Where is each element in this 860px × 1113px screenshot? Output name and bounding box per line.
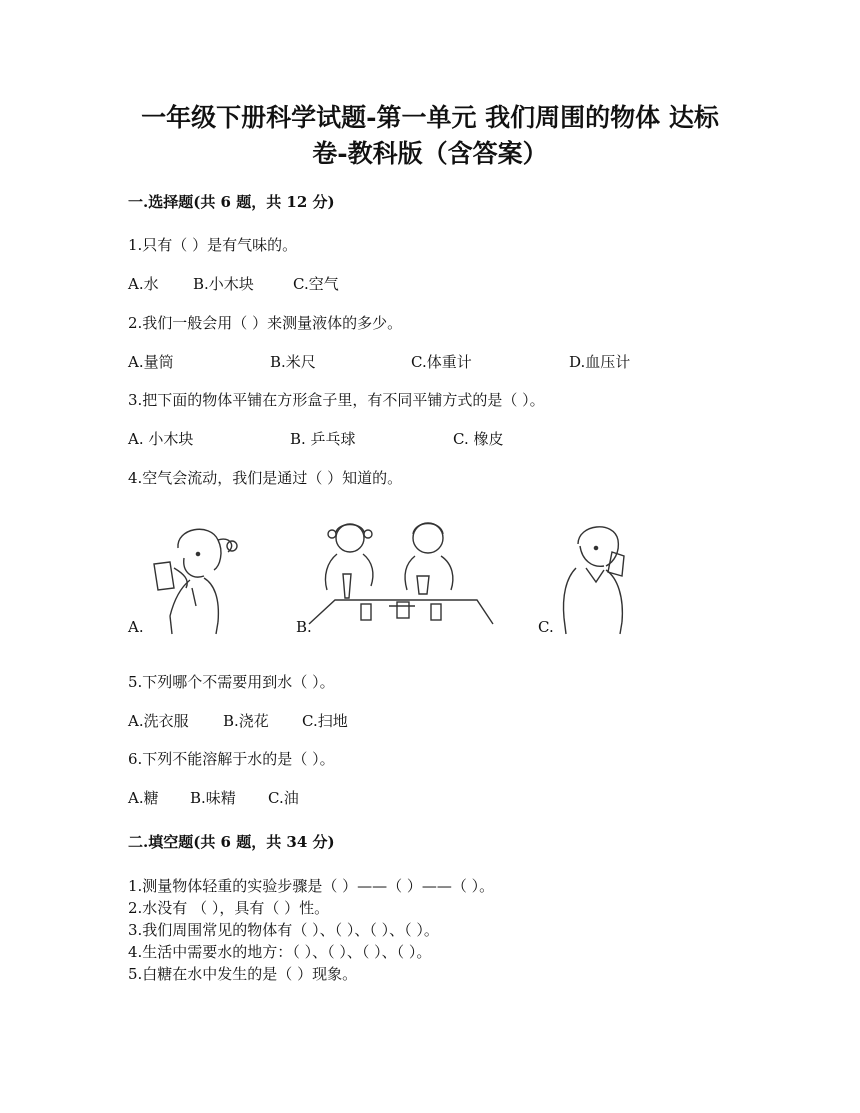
q2-option-b: B.米尺 — [270, 353, 316, 371]
q2-option-d: D.血压计 — [569, 353, 631, 371]
q4-option-b: B. — [296, 618, 312, 636]
question-3: 3.把下面的物体平铺在方形盒子里，有不同平铺方式的是（ ）。 — [128, 391, 545, 409]
q4-option-c: C. — [538, 618, 554, 636]
q3-option-a: A. 小木块 — [128, 430, 194, 448]
q1-option-b: B.小木块 — [193, 275, 254, 293]
question-6: 6.下列不能溶解于水的是（ ）。 — [128, 750, 335, 768]
q2-option-c: C.体重计 — [411, 353, 472, 371]
fill-item-1: 1.测量物体轻重的实验步骤是（ ）——（ ）——（ ）。 — [128, 877, 495, 895]
question-4: 4.空气会流动，我们是通过（ ）知道的。 — [128, 469, 403, 487]
girl-smelling-cup-illustration — [140, 518, 250, 636]
fill-item-4: 4.生活中需要水的地方：（ ）、（ ）、（ ）、（ ）。 — [128, 943, 432, 961]
fill-item-5: 5.白糖在水中发生的是（ ）现象。 — [128, 965, 358, 983]
page-title-line-1: 一年级下册科学试题-第一单元 我们周围的物体 达标 — [141, 103, 719, 132]
boy-smelling-cup-illustration — [556, 518, 646, 636]
q6-option-a: A.糖 — [128, 789, 159, 807]
fill-item-2: 2.水没有 （ ），具有（ ）性。 — [128, 899, 330, 917]
q5-option-b: B.浇花 — [223, 712, 269, 730]
q2-option-a: A.量筒 — [128, 353, 174, 371]
fill-item-3: 3.我们周围常见的物体有（ ）、（ ）、（ ）、（ ）。 — [128, 921, 439, 939]
q5-option-c: C.扫地 — [302, 712, 348, 730]
q1-option-c: C.空气 — [293, 275, 339, 293]
question-5: 5.下列哪个不需要用到水（ ）。 — [128, 673, 335, 691]
q3-option-c: C. 橡皮 — [453, 430, 504, 448]
section-heading-fill-blank: 二.填空题(共 6 题，共 34 分) — [128, 833, 335, 851]
q5-option-a: A.洗衣服 — [128, 712, 189, 730]
q6-option-c: C.油 — [268, 789, 299, 807]
question-1: 1.只有（ ）是有气味的。 — [128, 236, 298, 254]
section-heading-choice: 一.选择题(共 6 题，共 12 分) — [128, 193, 335, 211]
q1-option-a: A.水 — [128, 275, 159, 293]
page-title-line-2: 卷-教科版（含答案） — [312, 139, 548, 168]
question-2: 2.我们一般会用（ ）来测量液体的多少。 — [128, 314, 403, 332]
q3-option-b: B. 乒乓球 — [290, 430, 356, 448]
two-children-experiment-illustration — [305, 516, 495, 628]
q6-option-b: B.味精 — [190, 789, 236, 807]
q4-option-a: A. — [128, 618, 144, 636]
